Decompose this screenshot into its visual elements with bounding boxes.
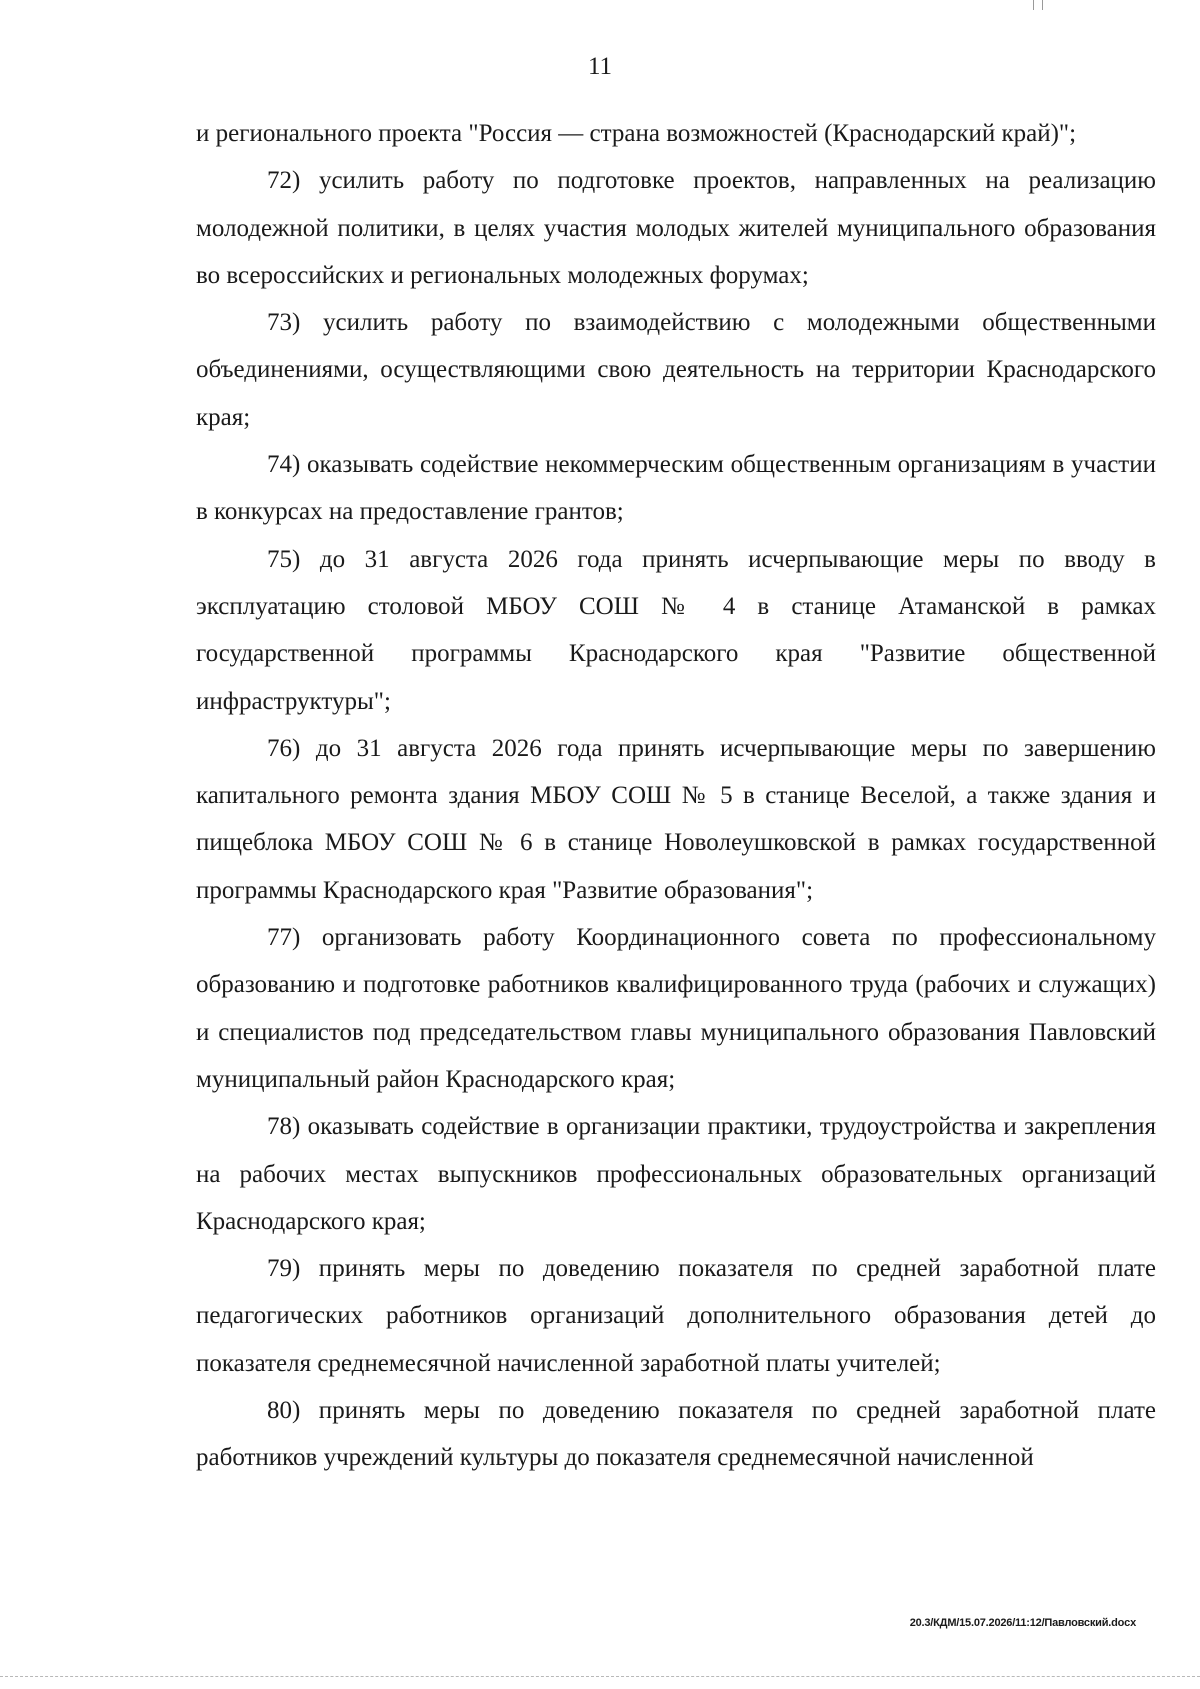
- paragraph-item-75: 75) до 31 августа 2026 года принять исчерпывающие меры по вводу в эксплуатацию столовой МБОУ СОШ № 4 в станице Атаманской в рамках государственной программы Краснодарского края "Развитие общественной инфраструктуры";: [196, 545, 1156, 715]
- paragraph-item-79: 79) принять меры по доведению показателя по средней заработной плате педагогических работников организаций дополнительного образования детей до показателя среднемесячной начисленной заработной платы учителей;: [196, 1255, 1156, 1377]
- paragraph-item-77: 77) организовать работу Координационного совета по профессиональному образованию и подготовке работников квалифицированного труда (рабочих и служащих) и специалистов под председательством главы муниципального образования Павловский муниципальный район Краснодарского края;: [196, 924, 1156, 1093]
- scan-corner-mark: [1033, 0, 1043, 10]
- document-body: [196, 110, 1156, 1482]
- scan-edge-line: [0, 1676, 1200, 1677]
- paragraph-item-72: 72) усилить работу по подготовке проектов, направленных на реализацию молодежной политики, в целях участия молодых жителей муниципального образования во всероссийских и региональных молодежных форумах;: [196, 167, 1156, 289]
- paragraph-item-78: 78) оказывать содействие в организации практики, трудоустройства и закрепления на рабочих местах выпускников профессиональных образовательных организаций Краснодарского края;: [196, 1113, 1156, 1235]
- paragraph-item-74: 74) оказывать содействие некоммерческим общественным организациям в участии в конкурсах на предоставление грантов;: [196, 451, 1156, 526]
- paragraph-item-80: 80) принять меры по доведению показателя по средней заработной плате работников учреждений культуры до показателя среднемесячной начисленной: [196, 1397, 1156, 1472]
- page-number: 11: [587, 53, 613, 80]
- paragraph-item-73: 73) усилить работу по взаимодействию с молодежными общественными объединениями, осуществляющими свою деятельность на территории Краснодарского края;: [196, 309, 1156, 431]
- paragraph-item-76: 76) до 31 августа 2026 года принять исчерпывающие меры по завершению капитального ремонта здания МБОУ СОШ № 5 в станице Веселой, а также здания и пищеблока МБОУ СОШ № 6 в станице Новолеушковской в рамках государственной программы Краснодарского края "Развитие образования";: [196, 734, 1156, 904]
- document-file-code: 20.3/КДМ/15.07.2026/11:12/Павловский.docx: [909, 1617, 1136, 1629]
- paragraph-continuation: и регионального проекта "Россия — страна возможностей (Краснодарский край)";: [196, 120, 1077, 147]
